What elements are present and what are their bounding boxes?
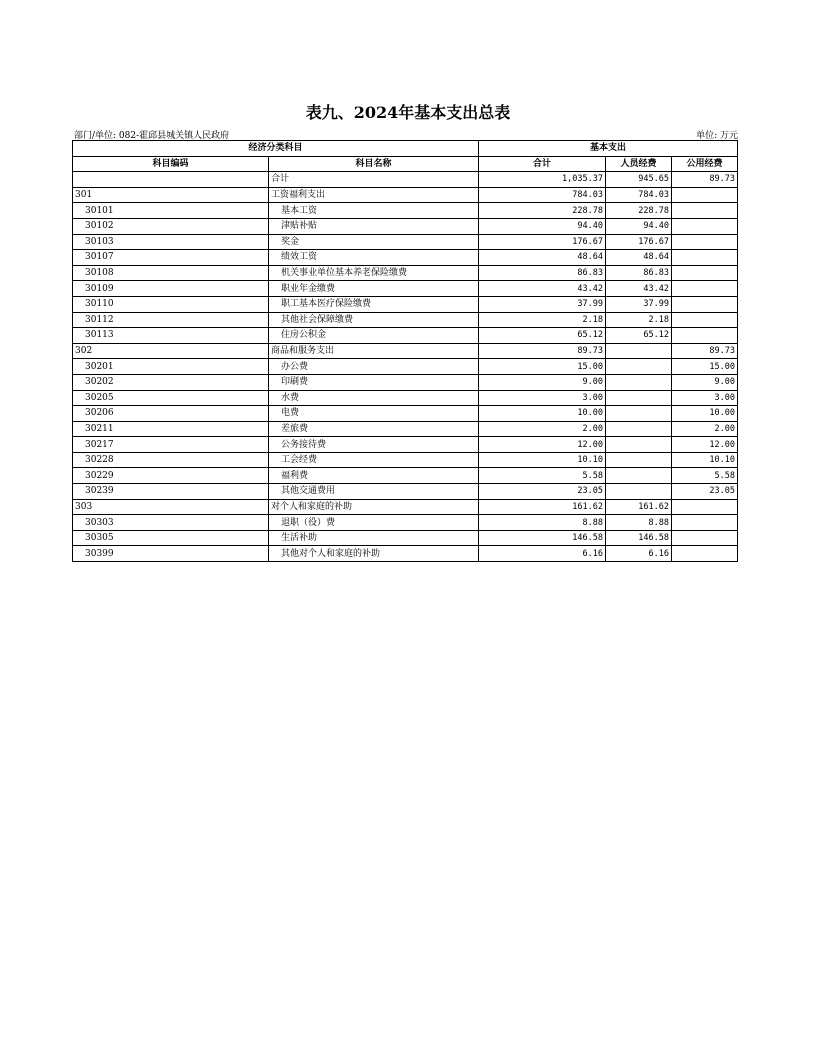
- table-row: [73, 281, 738, 297]
- row-name: 其他交通费用: [269, 484, 479, 500]
- row-public: 3.00: [672, 390, 738, 406]
- row-code: 30102: [73, 218, 269, 234]
- row-code: 30110: [73, 296, 269, 312]
- row-total: 6.16: [479, 546, 606, 562]
- row-total: 5.58: [479, 468, 606, 484]
- row-total: 89.73: [479, 343, 606, 359]
- row-total: 3.00: [479, 390, 606, 406]
- total-row-name: 合计: [269, 172, 479, 188]
- row-name: 商品和服务支出: [269, 343, 479, 359]
- row-code: 30112: [73, 312, 269, 328]
- table-row: [73, 546, 738, 562]
- department-label: 部门/单位: 082-霍邱县城关镇人民政府: [74, 131, 230, 141]
- row-code: 30109: [73, 281, 269, 297]
- row-name: 绩效工资: [269, 250, 479, 266]
- row-public: 10.10: [672, 452, 738, 468]
- row-code: 30399: [73, 546, 269, 562]
- row-personnel: [606, 374, 672, 390]
- row-name: 职工基本医疗保险缴费: [269, 296, 479, 312]
- row-personnel: [606, 484, 672, 500]
- row-name: 住房公积金: [269, 328, 479, 344]
- row-total: 23.05: [479, 484, 606, 500]
- row-total: 37.99: [479, 296, 606, 312]
- row-code: 302: [73, 343, 269, 359]
- row-personnel: 161.62: [606, 499, 672, 515]
- row-name: 福利费: [269, 468, 479, 484]
- row-name: 水费: [269, 390, 479, 406]
- total-row: [73, 172, 738, 188]
- row-personnel: [606, 421, 672, 437]
- row-personnel: 43.42: [606, 281, 672, 297]
- row-personnel: [606, 468, 672, 484]
- row-name: 工会经费: [269, 452, 479, 468]
- header-public: 公用经费: [672, 156, 738, 172]
- row-name: 职业年金缴费: [269, 281, 479, 297]
- table-row: [73, 499, 738, 515]
- page-title: 表九、2024年基本支出总表: [305, 103, 511, 122]
- row-name: 工资福利支出: [269, 187, 479, 203]
- row-total: 784.03: [479, 187, 606, 203]
- row-total: 2.00: [479, 421, 606, 437]
- row-personnel: 2.18: [606, 312, 672, 328]
- row-public: [672, 296, 738, 312]
- row-name: 办公费: [269, 359, 479, 375]
- total-row-public: 89.73: [672, 172, 738, 188]
- row-code: 30103: [73, 234, 269, 250]
- total-row-personnel: 945.65: [606, 172, 672, 188]
- row-code: 30217: [73, 437, 269, 453]
- row-code: 30205: [73, 390, 269, 406]
- unit-label: 单位: 万元: [696, 131, 738, 141]
- row-public: 2.00: [672, 421, 738, 437]
- table-row: [73, 250, 738, 266]
- table-row: [73, 218, 738, 234]
- table-row: [73, 437, 738, 453]
- row-public: [672, 234, 738, 250]
- row-name: 机关事业单位基本养老保险缴费: [269, 265, 479, 281]
- row-code: 30303: [73, 515, 269, 531]
- row-personnel: 37.99: [606, 296, 672, 312]
- table-row: [73, 374, 738, 390]
- row-code: 30113: [73, 328, 269, 344]
- row-personnel: 8.88: [606, 515, 672, 531]
- row-name: 公务接待费: [269, 437, 479, 453]
- row-total: 15.00: [479, 359, 606, 375]
- table-row: [73, 203, 738, 219]
- row-code: 30202: [73, 374, 269, 390]
- row-public: 12.00: [672, 437, 738, 453]
- header-economic-classification: 经济分类科目: [73, 141, 479, 157]
- row-total: 228.78: [479, 203, 606, 219]
- row-total: 9.00: [479, 374, 606, 390]
- row-total: 176.67: [479, 234, 606, 250]
- expenditure-table: [72, 140, 738, 562]
- row-public: [672, 218, 738, 234]
- row-name: 其他社会保障缴费: [269, 312, 479, 328]
- row-public: [672, 203, 738, 219]
- row-public: [672, 546, 738, 562]
- row-name: 其他对个人和家庭的补助: [269, 546, 479, 562]
- row-total: 2.18: [479, 312, 606, 328]
- row-name: 电费: [269, 406, 479, 422]
- row-total: 48.64: [479, 250, 606, 266]
- total-row-code: [73, 172, 269, 188]
- row-personnel: [606, 343, 672, 359]
- row-code: 30228: [73, 452, 269, 468]
- table-row: [73, 359, 738, 375]
- table-row: [73, 421, 738, 437]
- row-personnel: 146.58: [606, 530, 672, 546]
- table-row: [73, 452, 738, 468]
- row-name: 生活补助: [269, 530, 479, 546]
- row-code: 301: [73, 187, 269, 203]
- table-row: [73, 390, 738, 406]
- header-name: 科目名称: [269, 156, 479, 172]
- table-row: [73, 187, 738, 203]
- row-name: 基本工资: [269, 203, 479, 219]
- row-personnel: 228.78: [606, 203, 672, 219]
- row-public: [672, 312, 738, 328]
- row-public: [672, 499, 738, 515]
- row-name: 印刷费: [269, 374, 479, 390]
- row-public: [672, 281, 738, 297]
- row-personnel: 176.67: [606, 234, 672, 250]
- table-row: [73, 312, 738, 328]
- row-personnel: [606, 406, 672, 422]
- table-row: [73, 530, 738, 546]
- row-code: 30201: [73, 359, 269, 375]
- row-total: 86.83: [479, 265, 606, 281]
- header-basic-expenditure: 基本支出: [479, 141, 738, 157]
- row-name: 奖金: [269, 234, 479, 250]
- row-total: 94.40: [479, 218, 606, 234]
- row-public: 9.00: [672, 374, 738, 390]
- row-name: 津贴补贴: [269, 218, 479, 234]
- row-name: 差旅费: [269, 421, 479, 437]
- row-public: 10.00: [672, 406, 738, 422]
- row-personnel: 86.83: [606, 265, 672, 281]
- table-row: [73, 343, 738, 359]
- row-total: 8.88: [479, 515, 606, 531]
- row-personnel: 784.03: [606, 187, 672, 203]
- row-public: [672, 187, 738, 203]
- row-public: [672, 530, 738, 546]
- row-public: 23.05: [672, 484, 738, 500]
- row-code: 30108: [73, 265, 269, 281]
- row-public: [672, 265, 738, 281]
- row-code: 30101: [73, 203, 269, 219]
- row-personnel: [606, 390, 672, 406]
- row-code: 30206: [73, 406, 269, 422]
- table-row: [73, 515, 738, 531]
- row-code: 30107: [73, 250, 269, 266]
- row-code: 30229: [73, 468, 269, 484]
- row-public: [672, 328, 738, 344]
- row-code: 30305: [73, 530, 269, 546]
- table-row: [73, 484, 738, 500]
- header-code: 科目编码: [73, 156, 269, 172]
- row-personnel: 6.16: [606, 546, 672, 562]
- table-row: [73, 468, 738, 484]
- table-row: [73, 328, 738, 344]
- header-total: 合计: [479, 156, 606, 172]
- row-personnel: [606, 437, 672, 453]
- row-code: 303: [73, 499, 269, 515]
- row-personnel: 48.64: [606, 250, 672, 266]
- row-name: 退职（役）费: [269, 515, 479, 531]
- table-row: [73, 265, 738, 281]
- row-personnel: [606, 452, 672, 468]
- row-code: 30239: [73, 484, 269, 500]
- row-total: 10.10: [479, 452, 606, 468]
- row-personnel: 65.12: [606, 328, 672, 344]
- row-total: 43.42: [479, 281, 606, 297]
- row-public: [672, 250, 738, 266]
- total-row-total: 1,035.37: [479, 172, 606, 188]
- row-name: 对个人和家庭的补助: [269, 499, 479, 515]
- row-public: 89.73: [672, 343, 738, 359]
- row-personnel: [606, 359, 672, 375]
- row-public: 5.58: [672, 468, 738, 484]
- row-code: 30211: [73, 421, 269, 437]
- row-total: 10.00: [479, 406, 606, 422]
- row-public: 15.00: [672, 359, 738, 375]
- table-row: [73, 406, 738, 422]
- row-personnel: 94.40: [606, 218, 672, 234]
- row-total: 65.12: [479, 328, 606, 344]
- row-total: 146.58: [479, 530, 606, 546]
- row-total: 12.00: [479, 437, 606, 453]
- table-row: [73, 296, 738, 312]
- header-personnel: 人员经费: [606, 156, 672, 172]
- row-public: [672, 515, 738, 531]
- table-row: [73, 234, 738, 250]
- row-total: 161.62: [479, 499, 606, 515]
